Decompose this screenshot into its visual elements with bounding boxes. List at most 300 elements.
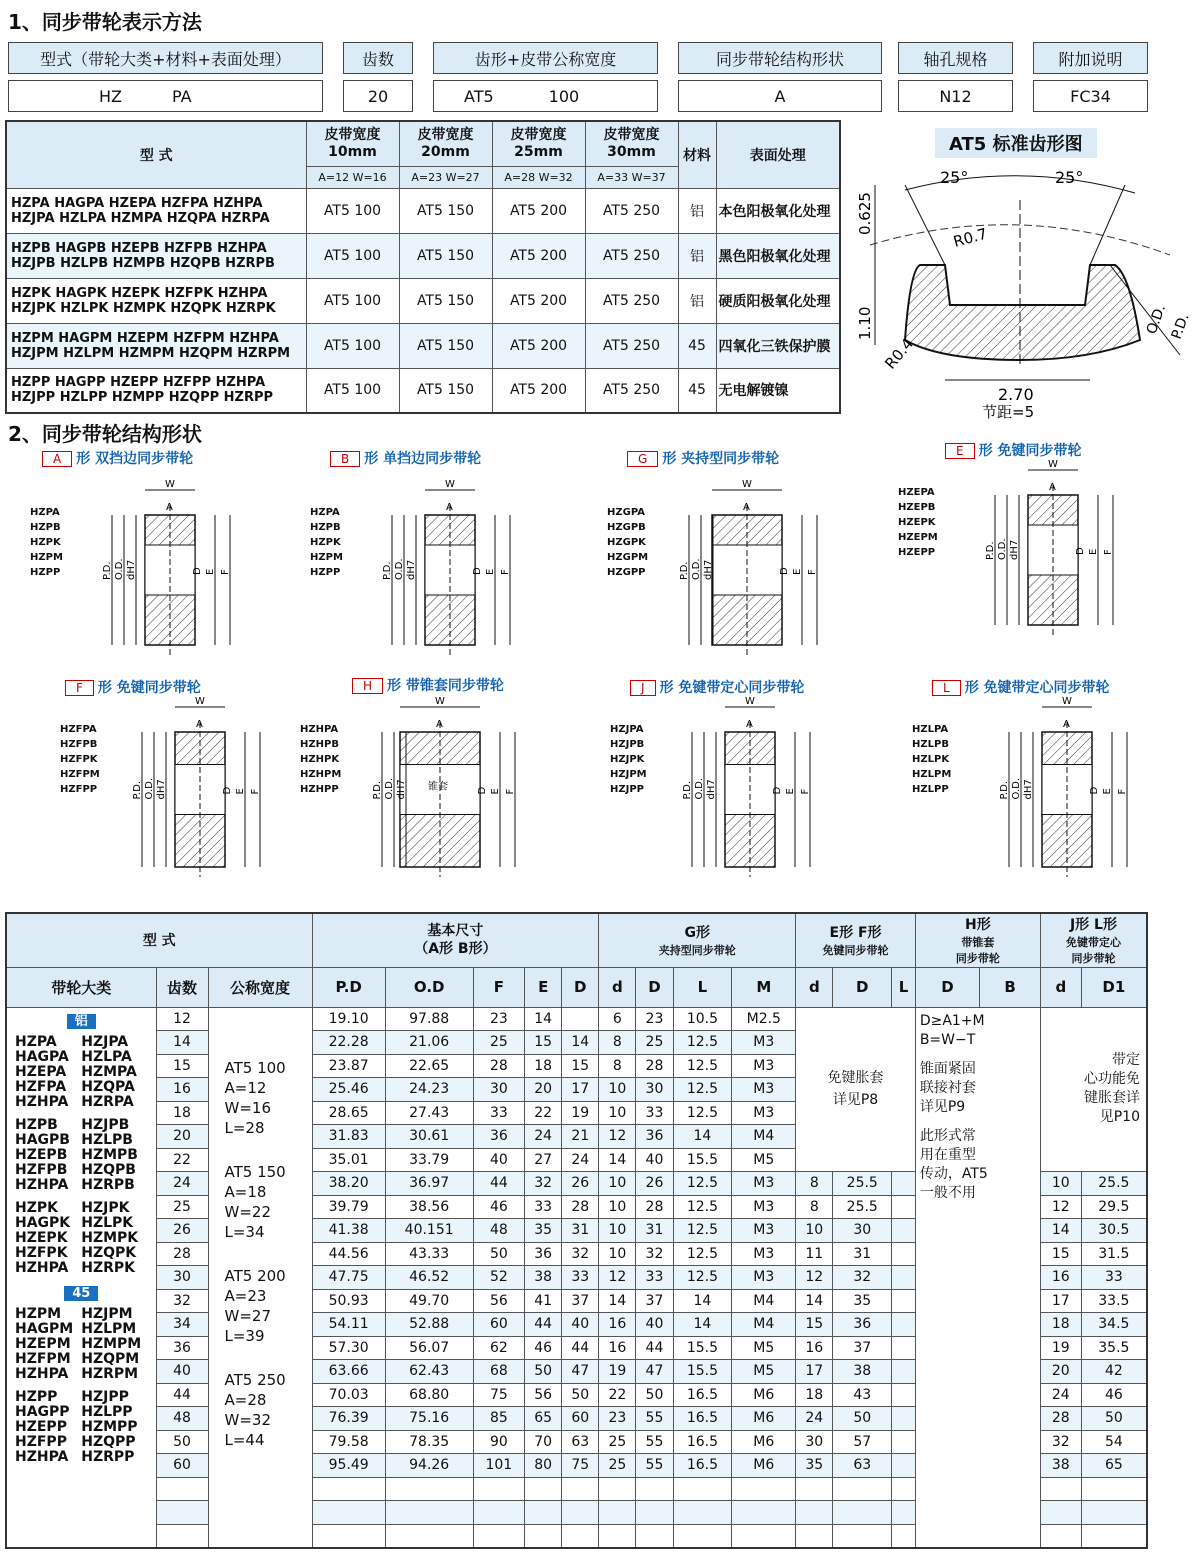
t2-cell: 75: [562, 1454, 599, 1478]
t2-cell: 29.5: [1081, 1195, 1147, 1219]
shape-drawing-a: [100, 475, 300, 665]
t2-cell: 33.5: [1081, 1289, 1147, 1313]
tooth-angle-1: 25°: [940, 168, 969, 187]
t2-cell: 33: [636, 1101, 673, 1125]
t2-cell: [1040, 1477, 1081, 1501]
t2-cell: 14: [599, 1289, 636, 1313]
t2-group-model: HZFPM: [15, 1350, 71, 1367]
t2-cell: 43.33: [385, 1242, 473, 1266]
t2-group-model: HZEPB: [15, 1146, 68, 1163]
shape-model: HZFPB: [60, 739, 98, 750]
t2-teeth: 34: [156, 1313, 208, 1337]
t2-cell: [473, 1501, 525, 1525]
t2-cell: 12: [796, 1266, 833, 1290]
tooth-pitch: 节距=5: [982, 403, 1035, 420]
dim-OD: O.D.: [694, 777, 705, 800]
dim-PD: P.D.: [382, 561, 393, 580]
shape-tag: B: [330, 451, 360, 467]
t2-cell: 43: [833, 1383, 892, 1407]
dim-D: D: [192, 567, 203, 575]
t2-cell: 50: [562, 1383, 599, 1407]
t2-col-header: L: [673, 967, 732, 1007]
dim-F: F: [505, 788, 516, 795]
t2-group-model: HZRPK: [81, 1259, 136, 1276]
t2-group-model: HAGPM: [15, 1320, 74, 1337]
t2-group-model: HZLPM: [81, 1320, 137, 1337]
shape-models: [30, 505, 63, 580]
shape-tag: L: [932, 680, 961, 696]
t2-cell: 11: [796, 1242, 833, 1266]
t2-cell: 50: [833, 1407, 892, 1431]
t2-cell: 25.5: [833, 1195, 892, 1219]
t2-cell: 10: [599, 1078, 636, 1102]
t2-cell: 25.46: [312, 1078, 385, 1102]
dim-F: F: [500, 569, 511, 575]
t1-cell: AT5 250: [585, 188, 678, 233]
t2-group-model: HZPP: [15, 1388, 58, 1405]
t2-cell: 38: [525, 1266, 562, 1290]
t1-cell: AT5 200: [492, 233, 585, 278]
dim-E: E: [785, 788, 796, 795]
t2-cell: 22.28: [312, 1031, 385, 1055]
t2-cell: [673, 1477, 732, 1501]
t2-cell: 8: [796, 1172, 833, 1196]
t2-cell: 32: [833, 1266, 892, 1290]
section2-title: 2、同步带轮结构形状: [8, 422, 202, 446]
t2-cell: M3: [732, 1219, 796, 1243]
t2-cell: 24: [562, 1148, 599, 1172]
t2-cell: [892, 1524, 916, 1548]
t1-model: [6, 323, 306, 368]
t2-cell: 41: [525, 1289, 562, 1313]
t2-cell: 80: [525, 1454, 562, 1478]
t2-cell: M5: [732, 1148, 796, 1172]
t2-cell: [732, 1477, 796, 1501]
shape-model: HZGPM: [607, 552, 649, 563]
t2-cell: M6: [732, 1454, 796, 1478]
t2-cell: 70: [525, 1430, 562, 1454]
shape-text: 形 免键带定心同步带轮: [964, 680, 1110, 696]
t2-cell: [796, 1501, 833, 1525]
t2-cell: 22: [525, 1101, 562, 1125]
t2-cell: M3: [732, 1031, 796, 1055]
shape-label-g: [627, 448, 779, 468]
t2-width-line: A=23: [224, 1286, 267, 1305]
tooth-profile-drawing: [850, 155, 1195, 420]
t2-col-header: 齿数: [156, 967, 208, 1007]
t2-cell: 10.5: [673, 1007, 732, 1031]
t2-cell: 40: [636, 1148, 673, 1172]
t1-row: [6, 188, 840, 233]
t2-cell: M3: [732, 1172, 796, 1196]
shape-tag: A: [42, 451, 72, 467]
t2-cell: 28: [473, 1054, 525, 1078]
t2-teeth: 15: [156, 1054, 208, 1078]
shape-model: HZFPA: [60, 724, 97, 735]
t2-width-line: A=18: [224, 1182, 267, 1201]
t2-cell: 52.88: [385, 1313, 473, 1337]
t2-cell: 38.20: [312, 1172, 385, 1196]
t2-cell: 50: [636, 1383, 673, 1407]
t2-cell: 44: [473, 1172, 525, 1196]
shape-model: HZHPB: [300, 739, 339, 750]
t2-cell: M3: [732, 1078, 796, 1102]
t2-teeth: [156, 1524, 208, 1548]
header-teeth: 齿数: [343, 42, 413, 74]
dim-W: W: [165, 479, 175, 490]
t2-cell: 25.5: [833, 1172, 892, 1196]
t2-cell: 19: [1040, 1336, 1081, 1360]
t2-cell: 25: [636, 1031, 673, 1055]
t2-group-model: HZFPB: [15, 1161, 68, 1178]
t2-cell: 16.5: [673, 1430, 732, 1454]
t2-widths: [208, 1007, 312, 1548]
t2-cell: 46.52: [385, 1266, 473, 1290]
dim-OD: O.D.: [384, 777, 395, 800]
dim-E: E: [235, 788, 246, 795]
t2-cell: M4: [732, 1313, 796, 1337]
t2-cell: 21: [562, 1125, 599, 1149]
dim-W: W: [435, 696, 445, 707]
t2-cell: 28: [636, 1195, 673, 1219]
dim-W: W: [1062, 696, 1072, 707]
t2-group-model: HZQPA: [81, 1078, 135, 1095]
t2-col-header: D: [636, 967, 673, 1007]
t2-group-model: HZLPB: [81, 1131, 133, 1148]
t2-cell: 25.5: [1081, 1172, 1147, 1196]
t2-cell: 15: [562, 1054, 599, 1078]
shape-model: HZPM: [310, 552, 343, 563]
t1-row: [6, 323, 840, 368]
dim-F: F: [1117, 788, 1128, 795]
t2-cell: [525, 1501, 562, 1525]
shape-model: HZJPK: [610, 754, 645, 765]
dim-A: A: [166, 502, 173, 513]
t2-cell: M6: [732, 1407, 796, 1431]
t2-group-model: HZHPA: [15, 1259, 69, 1276]
dim-A: A: [436, 719, 443, 730]
t2-group-model: HZPB: [15, 1116, 58, 1133]
t2-cell: 55: [636, 1454, 673, 1478]
shape-model: HZGPA: [607, 507, 645, 518]
t1-h-sub: A=33 W=37: [585, 166, 678, 188]
t2-h-type: 型 式: [6, 913, 312, 967]
dim-D: D: [472, 567, 483, 575]
t2-cell: 30: [636, 1078, 673, 1102]
t1-h-sub: A=12 W=16: [306, 166, 399, 188]
dim-W: W: [1048, 459, 1058, 470]
shape-model: HZPK: [310, 537, 341, 548]
t2-teeth: [156, 1501, 208, 1525]
t2-group-model: HZEPK: [15, 1229, 68, 1246]
t2-teeth: 16: [156, 1078, 208, 1102]
t2-cell: [636, 1524, 673, 1548]
t2-h-EF-sub: 免键同步带轮: [822, 944, 889, 958]
t2-cell: [892, 1266, 916, 1290]
t2-cell: [892, 1383, 916, 1407]
shape-model: HZPA: [30, 507, 60, 518]
dim-PD: P.D.: [999, 780, 1010, 800]
t2-group-model: HAGPA: [15, 1048, 69, 1065]
t2-group-model: HZQPB: [81, 1161, 136, 1178]
t2-cell: 65: [525, 1407, 562, 1431]
t2-h-note-line: [920, 1117, 1036, 1127]
t2-cell: [673, 1501, 732, 1525]
t2-cell: 15.5: [673, 1148, 732, 1172]
t2-cell: 12.5: [673, 1195, 732, 1219]
example-profile: AT5 100: [433, 80, 658, 112]
tooth-title: AT5 标准齿形图: [935, 128, 1097, 158]
dim-PD: P.D.: [102, 561, 113, 580]
t2-cell: M6: [732, 1430, 796, 1454]
t2-cell: 33: [473, 1101, 525, 1125]
t2-cell: 17: [1040, 1289, 1081, 1313]
t2-cell: [473, 1477, 525, 1501]
t1-surface: 黑色阳极氧化处理: [716, 233, 840, 278]
t2-cell: [796, 1524, 833, 1548]
t2-cell: M3: [732, 1101, 796, 1125]
t2-group-model: HAGPB: [15, 1131, 70, 1148]
t2-cell: 56: [525, 1383, 562, 1407]
shape-model: HZHPM: [300, 769, 342, 780]
t2-cell: 34.5: [1081, 1313, 1147, 1337]
shape-model: HZGPB: [607, 522, 646, 533]
t2-cell: 14: [673, 1289, 732, 1313]
t2-group-model: HAGPK: [15, 1214, 71, 1231]
t2-col-header: L: [892, 967, 916, 1007]
dim-dH7: dH7: [406, 559, 417, 580]
t1-cell: AT5 100: [306, 368, 399, 413]
t2-cell: [599, 1477, 636, 1501]
t1-model-line2: HZJPK HZLPK HZMPK HZQPK HZRPK: [11, 300, 276, 316]
shape-models: [610, 722, 647, 797]
t1-surface: 无电解镀镍: [716, 368, 840, 413]
t2-cell: 47: [562, 1360, 599, 1384]
t2-cell: 26: [636, 1172, 673, 1196]
t1-cell: AT5 200: [492, 278, 585, 323]
t2-cell: M5: [732, 1336, 796, 1360]
t2-cell: 33: [1081, 1266, 1147, 1290]
t2-group-model: HZFPP: [15, 1433, 67, 1450]
shape-tag: E: [945, 443, 975, 459]
shape-drawing-g: [677, 475, 877, 665]
header-shape: 同步带轮结构形状: [678, 42, 882, 74]
shape-models: [300, 722, 341, 797]
t2-cell: 46: [1081, 1383, 1147, 1407]
t2-cell: [892, 1477, 916, 1501]
shape-text: 形 带锥套同步带轮: [387, 678, 504, 694]
t1-h-w30: 皮带宽度 30mm: [585, 121, 678, 166]
t2-group-model: HZMPB: [81, 1146, 138, 1163]
t2-cell: 75.16: [385, 1407, 473, 1431]
t2-cell: 12: [1040, 1195, 1081, 1219]
t2-groups: [6, 1007, 156, 1548]
t2-cell: 36: [473, 1125, 525, 1149]
t2-cell: 24: [796, 1407, 833, 1431]
tooth-width: 2.70: [998, 385, 1034, 404]
t2-cell: 60: [473, 1313, 525, 1337]
shape-text: 形 免键同步带轮: [978, 443, 1082, 459]
t2-cell: 35.01: [312, 1148, 385, 1172]
t2-cell: 28: [562, 1195, 599, 1219]
shape-model: HZFPK: [60, 754, 98, 765]
t2-cell: [1081, 1477, 1147, 1501]
shape-model: HZLPB: [912, 739, 949, 750]
t2-group-model: HZPM: [15, 1305, 62, 1322]
t2-cell: 56.07: [385, 1336, 473, 1360]
t1-h-model: 型 式: [6, 121, 306, 188]
t2-h-note-line: B=W−T: [919, 1031, 976, 1048]
dim-PD: P.D.: [985, 541, 996, 560]
t2-group-model: HZRPA: [81, 1093, 134, 1110]
t1-model: [6, 233, 306, 278]
shape-model: HZFPP: [60, 784, 98, 795]
t2-cell: 52: [473, 1266, 525, 1290]
t2-cell: 20: [1040, 1360, 1081, 1384]
shape-text: 形 单挡边同步带轮: [364, 451, 482, 467]
t2-cell: M3: [732, 1242, 796, 1266]
t2-cell: 57: [833, 1430, 892, 1454]
t2-col-header: M: [732, 967, 796, 1007]
t2-group-model: HZRPP: [81, 1448, 135, 1465]
shape-model: HZJPM: [610, 769, 647, 780]
t2-h-note-line: 传动，AT5: [919, 1165, 988, 1182]
t2-cell: [892, 1219, 916, 1243]
t2-cell: 17: [562, 1078, 599, 1102]
t2-cell: 18: [525, 1054, 562, 1078]
header-note: 附加说明: [1033, 42, 1148, 74]
t2-h-note-line: 用在重型: [919, 1146, 976, 1163]
t2-cell: 8: [599, 1031, 636, 1055]
t2-cell: 50: [525, 1360, 562, 1384]
dim-D: D: [1075, 547, 1086, 555]
t2-cell: 40: [562, 1313, 599, 1337]
t2-cell: [636, 1477, 673, 1501]
t2-cell: [473, 1524, 525, 1548]
t2-teeth: 22: [156, 1148, 208, 1172]
tooth-angle-2: 25°: [1055, 168, 1084, 187]
shape-label-b: [330, 448, 481, 468]
t2-cell: [312, 1477, 385, 1501]
t2-cell: [732, 1524, 796, 1548]
t2-cell: [385, 1524, 473, 1548]
example-type2: PA: [172, 86, 192, 106]
t2-cell: 31: [833, 1242, 892, 1266]
dim-E: E: [485, 568, 496, 575]
t2-width-line: W=22: [224, 1202, 271, 1221]
t2-cell: [636, 1501, 673, 1525]
t1-cell: AT5 100: [306, 233, 399, 278]
dim-OD: O.D.: [997, 538, 1008, 560]
shape-model: HZPB: [310, 522, 341, 533]
shape-model: HZPP: [30, 567, 61, 578]
dim-E: E: [1102, 788, 1113, 795]
t2-cell: M2.5: [732, 1007, 796, 1031]
t1-h-w25: 皮带宽度 25mm: [492, 121, 585, 166]
dim-OD: O.D.: [691, 558, 702, 580]
dim-A: A: [1049, 482, 1056, 493]
dim-dH7: dH7: [703, 559, 714, 580]
t2-cell: 37: [636, 1289, 673, 1313]
t2-h-note-line: [920, 1050, 1036, 1060]
t2-col-header: P.D: [312, 967, 385, 1007]
t2-cell: 32: [525, 1172, 562, 1196]
dim-OD: O.D.: [1011, 777, 1022, 800]
t2-group-model: HZMPA: [81, 1063, 137, 1080]
t2-cell: 28: [1040, 1407, 1081, 1431]
t2-cell: 36: [833, 1313, 892, 1337]
t2-cell: 12.5: [673, 1031, 732, 1055]
t2-teeth: 30: [156, 1266, 208, 1290]
dim-D: D: [477, 786, 488, 795]
shape-model: HZJPP: [610, 784, 644, 795]
t2-h-basic: 基本尺寸 （A形 B形）: [312, 913, 599, 967]
t2-cell: 63.66: [312, 1360, 385, 1384]
t2-h-note-line: 一般不用: [919, 1184, 976, 1201]
t2-cell: 16: [599, 1336, 636, 1360]
t1-cell: AT5 250: [585, 368, 678, 413]
t2-cell: 23: [636, 1007, 673, 1031]
t1-cell: AT5 200: [492, 368, 585, 413]
tooth-pd: P.D.: [1168, 311, 1193, 342]
t2-group-model: HZEPP: [15, 1418, 67, 1435]
dim-F: F: [250, 788, 261, 795]
shape-tag: J: [630, 680, 656, 696]
t2-cell: 31: [636, 1219, 673, 1243]
t2-teeth: 50: [156, 1430, 208, 1454]
t2-group-model: HZMPK: [81, 1229, 139, 1246]
shape-models: [607, 505, 648, 580]
t2-h-H-sub: 带锥套 同步带轮: [955, 936, 1000, 966]
dim-PD: P.D.: [132, 780, 143, 800]
t2-cell: 12.5: [673, 1078, 732, 1102]
shape-model: HZPP: [310, 567, 341, 578]
t1-model-line2: HZJPP HZLPP HZMPP HZQPP HZRPP: [11, 390, 274, 406]
t2-cell: M5: [732, 1360, 796, 1384]
t2-cell: 12.5: [673, 1219, 732, 1243]
t2-cell: 39.79: [312, 1195, 385, 1219]
shape-model: HZHPP: [300, 784, 339, 795]
t1-cell: AT5 200: [492, 188, 585, 233]
tooth-h1: 0.625: [856, 192, 874, 235]
t2-cell: 12: [599, 1266, 636, 1290]
t2-cell: 12.5: [673, 1172, 732, 1196]
t1-cell: AT5 150: [399, 233, 492, 278]
t2-cell: 55: [636, 1430, 673, 1454]
dim-OD: O.D.: [114, 558, 125, 580]
t2-group-model: HZLPK: [81, 1214, 134, 1231]
t2-cell: 30: [473, 1078, 525, 1102]
t2-cell: [562, 1501, 599, 1525]
t1-mat: 铝: [678, 233, 716, 278]
shape-model: HZHPK: [300, 754, 340, 765]
t2-h-note-line: D≥A1+M: [919, 1012, 985, 1029]
shape-text: 形 免键带定心同步带轮: [659, 680, 805, 696]
tooth-r2: R0.4: [881, 334, 918, 373]
t1-cell: AT5 150: [399, 188, 492, 233]
t2-cell: 33: [562, 1266, 599, 1290]
t2-cell: 50: [473, 1242, 525, 1266]
t2-cell: [385, 1477, 473, 1501]
t2-cell: 14: [673, 1313, 732, 1337]
t2-cell: 32: [1040, 1430, 1081, 1454]
shape-tag: G: [627, 451, 658, 467]
t2-cell: 16: [599, 1313, 636, 1337]
t2-h-note: [915, 1007, 1040, 1548]
t2-cell: [833, 1477, 892, 1501]
t2-cell: 14: [673, 1125, 732, 1149]
t2-width-line: AT5 150: [224, 1162, 286, 1181]
